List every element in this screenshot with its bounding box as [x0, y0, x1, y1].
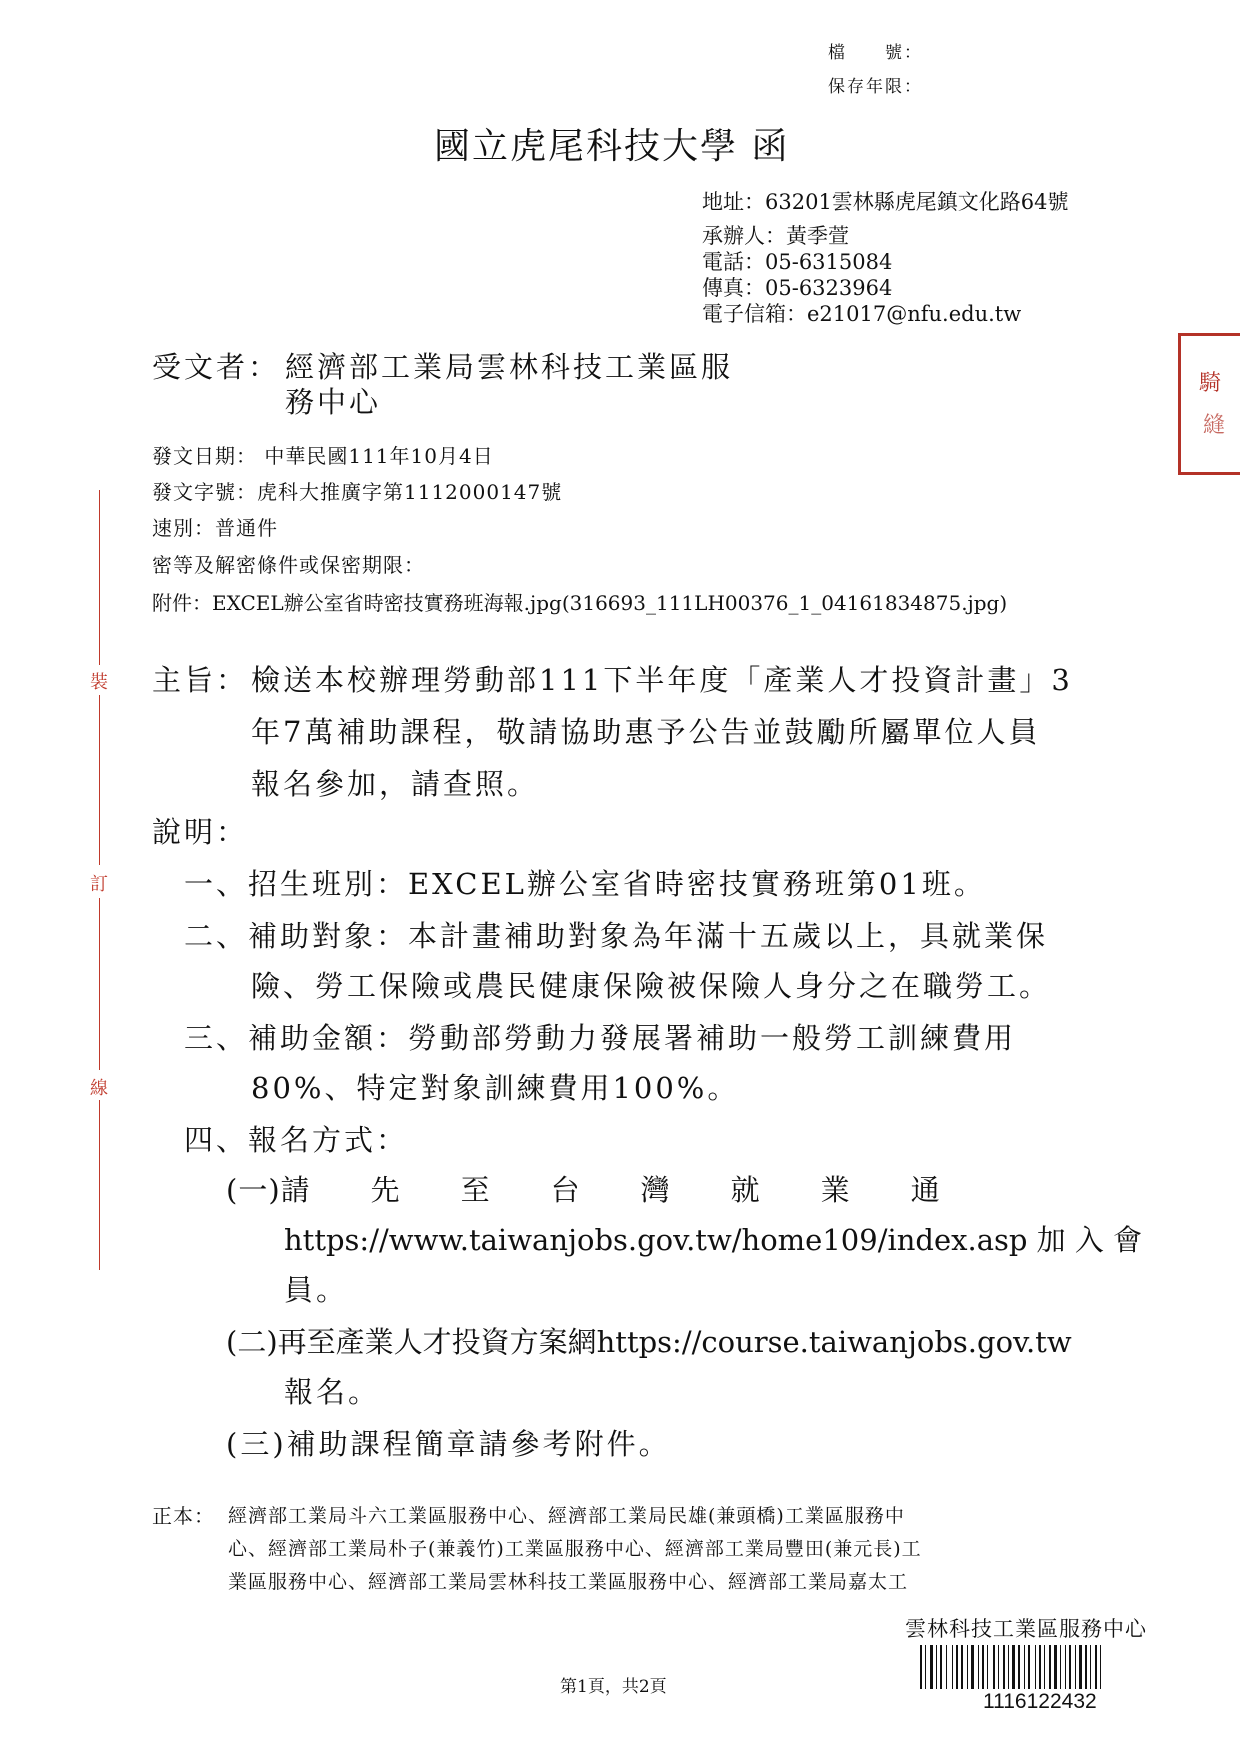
- handler-phone: 電話：05-6315084: [702, 250, 893, 274]
- issue-date: 發文日期： 中華民國111年10月4日: [152, 444, 494, 468]
- registration-step-2-line1: (二)再至產業人才投資方案網https://course.taiwanjobs.gov.tw: [226, 1325, 1072, 1359]
- cc-line1: 經濟部工業局斗六工業區服務中心、經濟部工業局民雄(兼頭橋)工業區服務中: [228, 1505, 905, 1527]
- binding-line-segment: [99, 490, 100, 665]
- document-title: 國立虎尾科技大學 函: [434, 126, 790, 167]
- binding-line-segment: [99, 1100, 100, 1270]
- binding-char-ding: 訂: [90, 874, 108, 895]
- recipient-name-line2: 務中心: [285, 385, 382, 419]
- handler-email: 電子信箱：e21017@nfu.edu.tw: [702, 302, 1022, 326]
- barcode-recipient-label: 雲林科技工業區服務中心: [905, 1617, 1147, 1641]
- explanation-item-1: 一、招生班別：EXCEL辦公室省時密技實務班第01班。: [184, 867, 986, 901]
- speed-classification: 速別：普通件: [152, 516, 278, 540]
- binding-line-segment: [99, 898, 100, 1070]
- handler-fax: 傳真：05-6323964: [702, 276, 893, 300]
- document-number: 發文字號：虎科大推廣字第1112000147號: [152, 480, 563, 504]
- barcode: [920, 1645, 1136, 1693]
- subject-line1: 檢送本校辦理勞動部111下半年度「產業人才投資計畫」3: [251, 663, 1073, 697]
- explanation-item-2-line2: 險、勞工保險或農民健康保險被保險人身分之在職勞工。: [251, 969, 1052, 1003]
- retention-period-label: 保存年限：: [828, 77, 923, 97]
- explanation-item-4: 四、報名方式：: [184, 1123, 409, 1157]
- sender-address: 地址：63201雲林縣虎尾鎮文化路64號: [702, 190, 1069, 214]
- secrecy-classification: 密等及解密條件或保密期限：: [152, 553, 425, 577]
- explanation-item-3-line2: 80%、特定對象訓練費用100%。: [251, 1071, 740, 1105]
- seam-stamp-char-2: 縫: [1203, 413, 1226, 438]
- recipient-label: 受文者：: [152, 350, 281, 384]
- file-number-label: 檔 號：: [828, 43, 923, 63]
- subject-line2: 年7萬補助課程，敬請協助惠予公告並鼓勵所屬單位人員: [251, 715, 1041, 749]
- registration-step-1-line1: (一)請 先 至 台 灣 就 業 通: [226, 1173, 941, 1207]
- registration-step-2-line2: 報名。: [284, 1375, 381, 1409]
- cc-line2: 心、經濟部工業局朴子(兼義竹)工業區服務中心、經濟部工業局豐田(兼元長)工: [228, 1538, 922, 1560]
- registration-step-1-line3: 員。: [284, 1273, 349, 1307]
- cc-line3: 業區服務中心、經濟部工業局雲林科技工業區服務中心、經濟部工業局嘉太工: [228, 1571, 909, 1593]
- subject-line3: 報名參加，請查照。: [251, 767, 540, 801]
- binding-char-zhuang: 裝: [90, 672, 108, 693]
- registration-step-3: (三)補助課程簡章請參考附件。: [226, 1427, 671, 1461]
- barcode-number: 1116122432: [983, 1690, 1097, 1713]
- handler-name: 承辦人：黃季萱: [702, 224, 849, 248]
- registration-step-1-line2: https://www.taiwanjobs.gov.tw/home109/index.asp 加 入 會: [284, 1223, 1143, 1257]
- explanation-item-3-line1: 三、補助金額：勞動部勞動力發展署補助一般勞工訓練費用: [184, 1021, 1017, 1055]
- subject-label: 主旨：: [152, 663, 249, 697]
- cc-label: 正本：: [152, 1504, 215, 1528]
- explanation-label: 說明：: [152, 815, 249, 849]
- explanation-item-2-line1: 二、補助對象：本計畫補助對象為年滿十五歲以上，具就業保: [184, 919, 1049, 953]
- recipient-name-line1: 經濟部工業局雲林科技工業區服: [285, 350, 734, 384]
- seam-stamp: [1178, 333, 1240, 475]
- seam-stamp-char-1: 騎: [1199, 371, 1222, 396]
- binding-char-xian: 線: [90, 1078, 108, 1099]
- page-number: 第1頁，共2頁: [560, 1677, 667, 1697]
- binding-line-segment: [99, 695, 100, 865]
- attachment-line: 附件：EXCEL辦公室省時密技實務班海報.jpg(316693_111LH00376_1_04161834875.jpg): [152, 591, 1008, 615]
